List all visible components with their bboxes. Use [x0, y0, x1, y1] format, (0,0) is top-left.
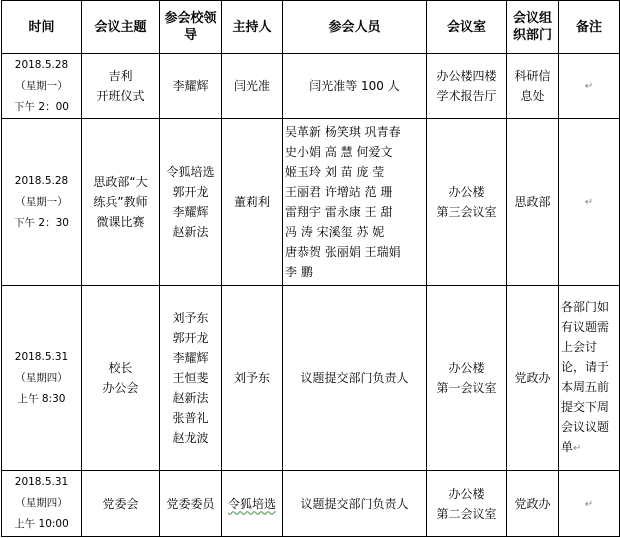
table-row	[2, 471, 620, 537]
time-line: （星期四）	[15, 371, 68, 384]
attendee-line: 唐恭贺 张丽娟 王瑞娟	[285, 245, 401, 259]
cell-attendees	[283, 286, 427, 471]
attendee-line: 王丽君 许增站 范 珊	[285, 185, 393, 199]
room-line: 第二会议室	[436, 506, 497, 521]
org-line: 党政办	[514, 496, 551, 511]
leader-line: 赵龙波	[172, 431, 209, 445]
cell-room	[427, 286, 507, 471]
cell-leaders	[160, 54, 222, 119]
header-room: 会议室	[427, 1, 507, 54]
cell-host	[222, 286, 283, 471]
cell-theme	[82, 286, 160, 471]
attendee-line: 吴革新 杨笑琪 巩青春	[285, 125, 401, 139]
theme-line: 练兵”教师	[93, 195, 148, 209]
time-line: （星期一）	[15, 79, 68, 92]
note-text: 各部门如有议题需上会讨论，请于本周五前提交下周会议议题单	[561, 300, 610, 454]
theme-line: 办公会	[102, 381, 139, 395]
cell-host	[222, 54, 283, 119]
header-host: 主持人	[222, 1, 283, 54]
time-line: 2018.5.28	[14, 174, 69, 187]
header-attendees: 参会人员	[283, 1, 427, 54]
cell-attendees	[283, 54, 427, 119]
theme-line: 校长	[108, 361, 133, 375]
table-row	[2, 54, 620, 119]
host-name: 刘予东	[233, 371, 270, 385]
cell-theme	[82, 54, 160, 119]
attendee-line: 史小娟 高 慧 何爱文	[285, 145, 393, 159]
org-line: 科研信	[514, 69, 551, 83]
org-line: 思政部	[514, 195, 551, 209]
cell-leaders	[160, 286, 222, 471]
time-line: 2018.5.31	[14, 350, 69, 363]
cell-host	[222, 471, 283, 537]
leader-line: 张普礼	[172, 411, 209, 425]
cell-time	[2, 119, 82, 286]
attendee-line: 议题提交部门负责人	[300, 496, 409, 511]
header-note: 备注	[559, 1, 620, 54]
cell-attendees	[283, 471, 427, 537]
attendee-line: 雷翔宇 雷永康 王 甜	[285, 205, 393, 219]
leader-line: 刘予东	[172, 311, 209, 325]
cell-note	[559, 119, 620, 286]
cell-room	[427, 54, 507, 119]
paragraph-mark: ↵	[584, 498, 594, 510]
cell-host	[222, 119, 283, 286]
cell-leaders	[160, 471, 222, 537]
time-line: （星期四）	[15, 497, 68, 509]
attendee-line: 李 鹏	[285, 265, 313, 279]
leader-line: 王恒斐	[172, 371, 209, 385]
cell-org	[507, 471, 559, 537]
time-line: 2018.5.31	[14, 476, 69, 488]
header-theme: 会议主题	[82, 1, 160, 54]
time-line: 2018.5.28	[14, 58, 69, 71]
room-line: 办公楼	[448, 486, 485, 501]
cell-theme	[82, 471, 160, 537]
leader-line: 李耀辉	[172, 205, 209, 219]
time-line: 下午 2：00	[14, 100, 69, 113]
theme-line: 吉利	[108, 69, 133, 83]
room-line: 第一会议室	[436, 381, 497, 395]
header-org: 会议组织部门	[507, 1, 559, 54]
attendee-line: 议题提交部门负责人	[300, 371, 409, 385]
room-line: 学术报告厅	[436, 89, 497, 103]
header-row	[2, 1, 620, 54]
meeting-schedule-table	[1, 0, 620, 537]
host-name: 令狐培选	[227, 496, 276, 511]
time-line: 上午 10:00	[14, 518, 69, 530]
attendee-line: 闫光准等 100 人	[309, 79, 400, 93]
time-line: 下午 2：30	[14, 216, 69, 229]
cell-org	[507, 54, 559, 119]
leader-line: 郭开龙	[172, 185, 209, 199]
table-row	[2, 119, 620, 286]
leader-line: 令狐培选	[166, 165, 215, 179]
cell-time	[2, 54, 82, 119]
header-time: 时间	[2, 1, 82, 54]
cell-note	[559, 286, 620, 471]
header-leaders: 参会校领导	[160, 1, 222, 54]
leader-line: 李耀辉	[172, 351, 209, 365]
host-name: 董莉利	[233, 195, 270, 209]
table-row	[2, 286, 620, 471]
host-name: 闫光准	[233, 79, 270, 93]
cell-org	[507, 286, 559, 471]
paragraph-mark: ↵	[584, 81, 594, 92]
cell-time	[2, 471, 82, 537]
leader-line: 党委委员	[166, 496, 215, 511]
cell-attendees	[283, 119, 427, 286]
org-line: 党政办	[514, 371, 551, 385]
room-line: 办公楼	[448, 185, 485, 199]
paragraph-mark: ↵	[573, 443, 582, 454]
cell-note	[559, 54, 620, 119]
attendee-line: 姬玉玲 刘 苗 庞 莹	[285, 165, 385, 179]
cell-room	[427, 471, 507, 537]
cell-org	[507, 119, 559, 286]
paragraph-mark: ↵	[584, 197, 594, 208]
cell-note	[559, 471, 620, 537]
theme-line: 党委会	[102, 496, 139, 511]
room-line: 办公楼	[448, 361, 485, 375]
theme-line: 思政部“大	[93, 175, 148, 189]
leader-line: 赵新法	[172, 391, 209, 405]
cell-leaders	[160, 119, 222, 286]
leader-line: 郭开龙	[172, 331, 209, 345]
cell-room	[427, 119, 507, 286]
org-line: 息处	[520, 89, 545, 103]
leader-line: 赵新法	[172, 225, 209, 239]
room-line: 第三会议室	[436, 205, 497, 219]
leader-line: 李耀辉	[172, 79, 209, 93]
attendee-line: 冯 涛 宋溪玺 苏 妮	[285, 225, 385, 239]
time-line: （星期一）	[15, 195, 68, 208]
time-line: 上午 8:30	[17, 392, 66, 405]
room-line: 办公楼四楼	[436, 69, 497, 83]
theme-line: 微课比赛	[96, 215, 145, 229]
cell-time	[2, 286, 82, 471]
cell-theme	[82, 119, 160, 286]
theme-line: 开班仪式	[96, 89, 145, 103]
